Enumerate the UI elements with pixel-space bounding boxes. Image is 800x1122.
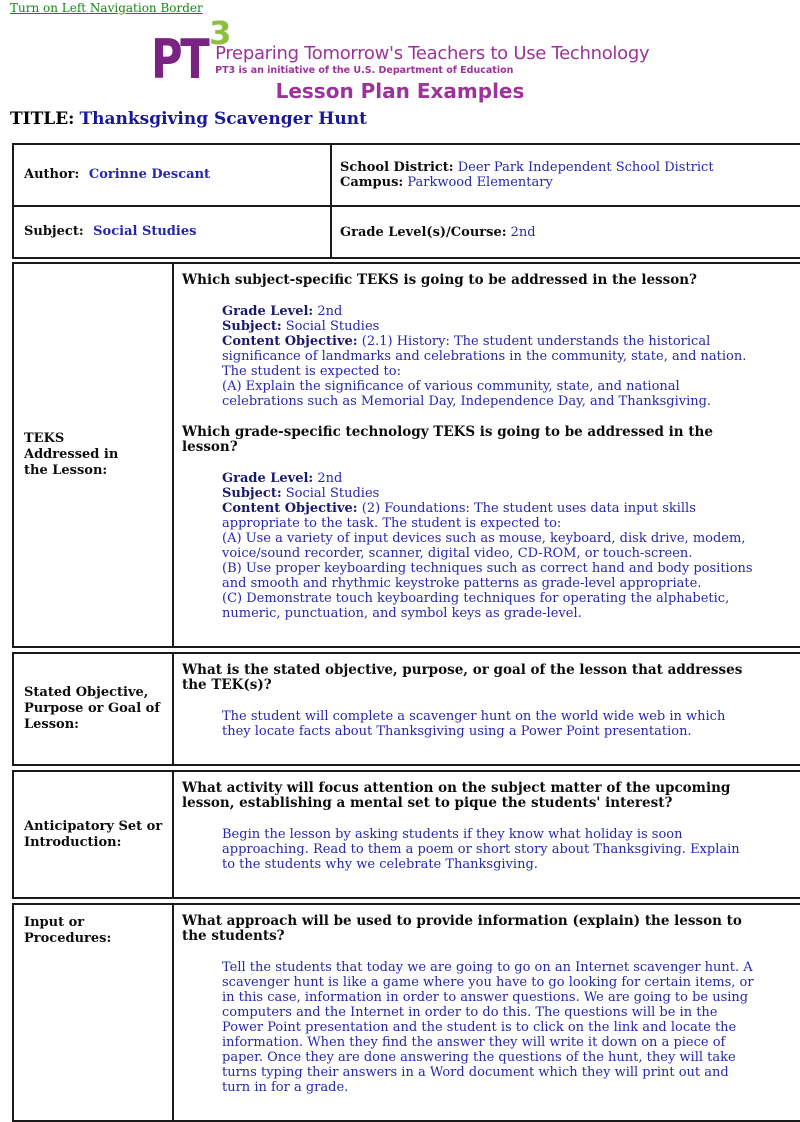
page-title: Thanksgiving Scavenger Hunt (79, 109, 367, 129)
district-label: School District: (340, 160, 454, 175)
table-row (13, 263, 800, 647)
logo-initiative-text: PT3 is an initiative of the U.S. Department of Education (215, 65, 514, 76)
teks-question-1: Which subject-specific TEKS is going to be addressed in the lesson? (182, 272, 697, 288)
teks-section (12, 262, 800, 648)
input-question: What approach will be used to provide information (explain) the lesson to the students? (182, 913, 742, 944)
objective-row-label: Stated Objective, Purpose or Goal of Lesson: (24, 685, 160, 732)
grade-cell (331, 206, 800, 258)
district-cell (331, 144, 800, 206)
answer-line (222, 304, 754, 319)
campus-line (340, 175, 800, 190)
teks-question-2: Which grade-specific technology TEKS is going to be addressed in the lesson? (182, 424, 713, 455)
answer-label: Grade Level: (222, 471, 314, 486)
table-row (13, 144, 800, 206)
info-table (12, 143, 800, 259)
subject-label: Subject: (24, 224, 84, 239)
logo-text-block (209, 14, 650, 77)
anticipatory-answer: Begin the lesson by asking students if they know what holiday is soon approaching. Read to them a poem or short story about Thanksgiving. Explain to the students why we celebrate Thanksgiving. (222, 827, 740, 872)
district-value: Deer Park Independent School District (457, 160, 714, 175)
title-label: TITLE: (10, 109, 75, 129)
answer-label: Content Objective: (222, 501, 358, 516)
answer-line (222, 379, 754, 409)
top-nav (10, 1, 800, 15)
answer-text: 2nd (317, 471, 343, 486)
subject-value: Social Studies (93, 224, 197, 239)
pt-logotype: PT (150, 28, 208, 91)
campus-label: Campus: (340, 175, 404, 190)
author-cell (13, 144, 331, 206)
answer-text: (B) Use proper keyboarding techniques such as correct hand and body positions and smooth and rhythmic keystroke patterns as grade-level appropriate. (222, 561, 753, 591)
input-section (12, 903, 800, 1122)
input-row-label: Input or Procedures: (24, 915, 112, 946)
answer-line (222, 334, 754, 379)
answer-line (222, 486, 754, 501)
anticipatory-row-label: Anticipatory Set or Introduction: (24, 818, 163, 850)
answer-line (222, 591, 754, 621)
district-line (340, 160, 800, 175)
answer-line (222, 531, 754, 561)
teks-row-label: TEKS Addressed in the Lesson: (24, 431, 119, 478)
answer-text: 2nd (317, 304, 343, 319)
anticipatory-content-cell (173, 771, 800, 898)
logo-tagline: Preparing Tomorrow's Teachers to Use Technology (215, 43, 650, 64)
anticipatory-question: What activity will focus attention on the subject matter of the upcoming lesson, establishing a mental set to pique the students' interest? (182, 780, 731, 811)
answer-label: Grade Level: (222, 304, 314, 319)
answer-line (222, 319, 754, 334)
answer-text: (2.1) History: The student understands the historical significance of landmarks and celebrations in the community, state, and nation. The student is expected to: (222, 334, 747, 379)
teks-row-label-cell (13, 263, 173, 647)
title-line (10, 110, 800, 129)
page-heading: Lesson Plan Examples (275, 79, 525, 103)
answer-label: Content Objective: (222, 334, 358, 349)
turn-on-left-navigation-link[interactable]: Turn on Left Navigation Border (10, 1, 203, 15)
answer-text: Social Studies (285, 486, 380, 501)
grade-label: Grade Level(s)/Course: (340, 224, 507, 240)
pt3-superscript-3: 3 (209, 14, 232, 52)
objective-section (12, 652, 800, 766)
teks-answer-2 (222, 471, 754, 621)
table-row (13, 771, 800, 898)
table-row (13, 653, 800, 765)
answer-text: (2) Foundations: The student uses data input skills appropriate to the task. The student is expected to: (222, 501, 696, 531)
grade-value: 2nd (510, 224, 536, 240)
table-row (13, 206, 800, 258)
answer-line (222, 501, 754, 531)
objective-question: What is the stated objective, purpose, or goal of the lesson that addresses the TEK(s)? (182, 662, 743, 693)
answer-label: Subject: (222, 319, 282, 334)
anticipatory-row-label-cell (13, 771, 173, 898)
objective-content-cell (173, 653, 800, 765)
table-row (13, 904, 800, 1121)
answer-text: (A) Use a variety of input devices such as mouse, keyboard, disk drive, modem, voice/sound recorder, scanner, digital video, CD-ROM, or touch-screen. (222, 531, 746, 561)
campus-value: Parkwood Elementary (407, 175, 553, 190)
answer-line (222, 561, 754, 591)
teks-answer-1 (222, 304, 754, 409)
objective-row-label-cell (13, 653, 173, 765)
author-value: Corinne Descant (88, 167, 211, 182)
author-label: Author: (24, 167, 80, 182)
subject-cell (13, 206, 331, 258)
objective-answer: The student will complete a scavenger hunt on the world wide web in which they locate facts about Thanksgiving using a Power Point presentation. (222, 709, 726, 739)
answer-text: Social Studies (285, 319, 380, 334)
answer-text: (C) Demonstrate touch keyboarding techniques for operating the alphabetic, numeric, punctuation, and symbol keys as grade-level. (222, 591, 730, 621)
answer-text: (A) Explain the significance of various community, state, and national celebrations such as Memorial Day, Independence Day, and Thanksgiving. (222, 379, 712, 409)
input-answer: Tell the students that today we are going to go on an Internet scavenger hunt. A scavenger hunt is like a game where you have to go looking for certain items, or in this case, information in order to answer questions. We are going to be using computers and the Internet in order to do this. The questions will be in the Power Point presentation and the student is to click on the link and locate the information. When they find the answer they will write it down on a piece of paper. Once they are done answering the questions of the hunt, they will take turns typing their answers in a Word document which they will print out and turn in for a grade. (222, 960, 754, 1095)
teks-content-cell (173, 263, 800, 647)
answer-line (222, 471, 754, 486)
input-content-cell (173, 904, 800, 1121)
anticipatory-section (12, 770, 800, 899)
input-row-label-cell (13, 904, 173, 1121)
answer-label: Subject: (222, 486, 282, 501)
